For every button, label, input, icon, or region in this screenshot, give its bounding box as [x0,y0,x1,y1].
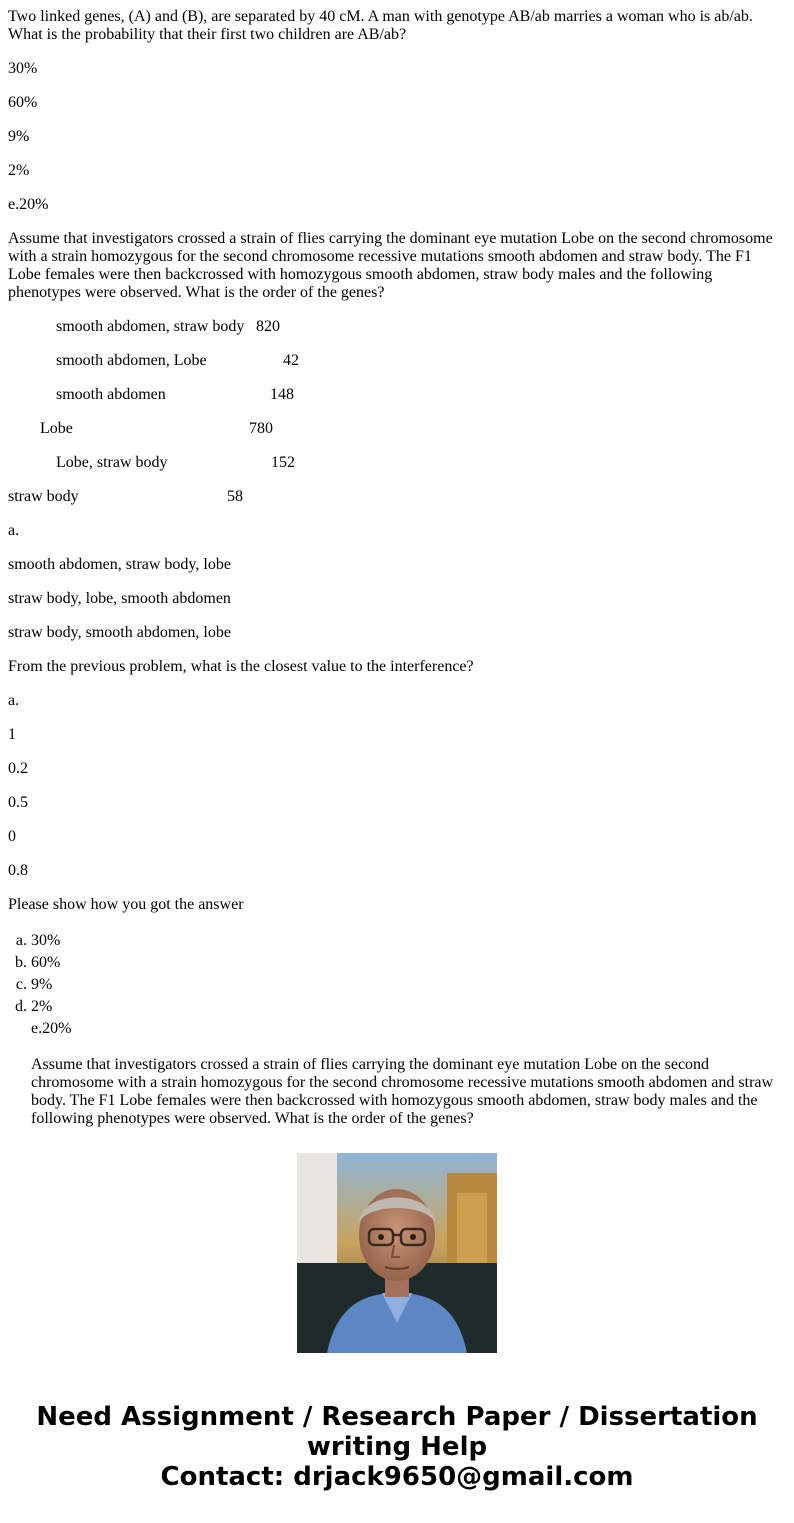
question-2-text: Assume that investigators crossed a strain of flies carrying the dominant eye mutation Lobe on the second chromosome with a strain homozygous for the second chromosome recessive mutations smooth abdomen and straw body. The F1 Lobe females were then backcrossed with homozygous smooth abdomen, straw body males and the following phenotypes were observed. What is the order of the genes? [8,230,773,301]
q1-option: e.20% [8,196,49,213]
question-1-text: Two linked genes, (A) and (B), are separated by 40 cM. A man with genotype AB/ab marries a woman who is ab/ab. What is the probability that their first two children are AB/ab? [8,8,753,43]
q3-option: 0.8 [8,862,28,879]
phenotype-count: 42 [283,352,299,369]
q1-option: 9% [8,128,30,145]
list-item: a. 30% [31,930,786,952]
q1-option: 30% [8,60,38,77]
phenotype-row [8,488,786,506]
banner-headline: Need Assignment / Research Paper / Dissertation writing Help [36,1402,758,1462]
q3-option: 0 [8,828,16,845]
q2-option: straw body, lobe, smooth abdomen [8,590,231,607]
phenotype-count: 58 [227,488,243,505]
phenotype-row [8,386,786,404]
q2-option: straw body, smooth abdomen, lobe [8,624,231,641]
q3-option: 0.2 [8,760,28,777]
phenotype-count: 148 [270,386,294,403]
list-item [31,1018,786,1040]
phenotype-row [8,352,786,370]
phenotype-count: 820 [256,318,280,335]
q3-option: 0.5 [8,794,28,811]
contact-banner [0,1402,794,1492]
avatar-photo-illustration [297,1153,497,1353]
show-work-note: Please show how you got the answer [8,896,244,913]
phenotype-count: 780 [249,420,273,437]
q3-option: 1 [8,726,16,743]
q2-option-a-label: a. [8,522,20,539]
phenotype-label: straw body [8,488,79,505]
phenotype-row [8,420,786,438]
list-item: b. 60% [31,952,786,974]
question-3-text: From the previous problem, what is the closest value to the interference? [8,658,474,675]
phenotype-label: smooth abdomen, straw body [56,318,245,335]
phenotype-count: 152 [271,454,295,471]
phenotype-label: Lobe [40,420,73,437]
phenotype-row [8,454,786,472]
author-avatar [297,1153,497,1353]
q3-option-a-label: a. [8,692,20,709]
e-option: e.20% [31,1020,72,1037]
phenotype-label: smooth abdomen, Lobe [56,352,207,369]
list-item: c. 9% [31,974,786,996]
q2-option: smooth abdomen, straw body, lobe [8,556,231,573]
banner-contact: Contact: drjack9650@gmail.com [160,1462,634,1492]
phenotype-row [8,318,786,336]
phenotype-label: Lobe, straw body [56,454,168,471]
repeated-question-text: Assume that investigators crossed a strain of flies carrying the dominant eye mutation Lobe on the second chromosome with a strain homozygous for the second chromosome recessive mutations smooth abdomen and straw body. The F1 Lobe females were then backcrossed with homozygous smooth abdomen, straw body males and the following phenotypes were observed. What is the order of the genes? [31,1056,774,1127]
list-item: d. 2% [31,996,786,1018]
q1-option: 60% [8,94,38,111]
repeated-answer-list [8,930,786,1127]
q1-option: 2% [8,162,30,179]
phenotype-label: smooth abdomen [56,386,166,403]
